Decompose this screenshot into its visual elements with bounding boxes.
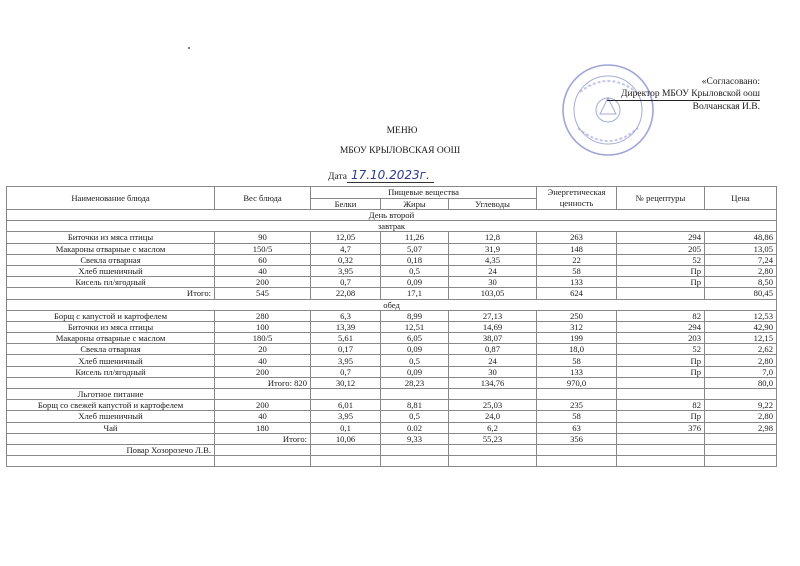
dish-name: Макароны отварные с маслом [7,243,215,254]
dish-energy: 133 [537,366,617,377]
total-label: Итого: 820 [215,377,311,388]
dish-protein: 12,05 [311,232,381,243]
dish-carbs: 12,8 [449,232,537,243]
dish-weight: 100 [215,321,311,332]
dish-weight: 180 [215,422,311,433]
total-weight: 545 [215,288,311,299]
dish-fat: 0,5 [381,355,449,366]
dish-recipe: 82 [617,310,705,321]
dish-fat: 11,26 [381,232,449,243]
dish-protein: 3,95 [311,355,381,366]
col-protein-header: Белки [311,198,381,210]
lunch-total-row [7,377,777,388]
dish-weight: 200 [215,400,311,411]
dish-weight: 200 [215,277,311,288]
benefit-section [7,389,777,400]
dish-carbs: 31,9 [449,243,537,254]
dish-recipe: Пр [617,265,705,276]
total-energy: 970,0 [537,377,617,388]
empty-cell [215,456,311,467]
lunch-section [7,299,777,310]
day-row-label: День второй [7,210,777,221]
dish-energy: 58 [537,411,617,422]
col-price-header: Цена [705,187,777,210]
menu-table-body [7,210,777,467]
dish-carbs: 30 [449,277,537,288]
dish-protein: 13,39 [311,321,381,332]
empty-cell [7,377,215,388]
dish-recipe: 203 [617,333,705,344]
dish-protein: 3,95 [311,411,381,422]
approval-name: Волчанская И.В. [692,102,760,112]
dish-recipe: 82 [617,400,705,411]
total-protein: 30,12 [311,377,381,388]
dish-fat: 0,5 [381,265,449,276]
table-row [7,355,777,366]
dish-weight: 150/5 [215,243,311,254]
dish-fat: 0,18 [381,254,449,265]
dish-protein: 0,7 [311,366,381,377]
dish-weight: 200 [215,366,311,377]
dish-energy: 199 [537,333,617,344]
table-row [7,333,777,344]
total-carbs: 134,76 [449,377,537,388]
dish-price: 9,22 [705,400,777,411]
dish-energy: 133 [537,277,617,288]
dish-price: 7,24 [705,254,777,265]
dish-recipe: 294 [617,232,705,243]
col-fat-header: Жиры [381,198,449,210]
empty-cell [705,433,777,444]
approval-title: «Согласовано: [701,77,760,87]
dish-name: Свекла отварная [7,254,215,265]
dish-energy: 250 [537,310,617,321]
empty-cell [381,389,449,400]
dish-weight: 40 [215,265,311,276]
dish-price: 12,15 [705,333,777,344]
dish-recipe: Пр [617,277,705,288]
dish-name: Кисель пл/ягодный [7,366,215,377]
dish-weight: 280 [215,310,311,321]
table-row [7,265,777,276]
total-label: Итого: [215,433,311,444]
dish-name: Биточки из мяса птицы [7,321,215,332]
dish-name: Чай [7,422,215,433]
total-protein: 22,08 [311,288,381,299]
dish-fat: 12,51 [381,321,449,332]
empty-cell [617,456,705,467]
dish-recipe: 52 [617,344,705,355]
table-row [7,277,777,288]
dish-protein: 6,01 [311,400,381,411]
dish-carbs: 25,03 [449,400,537,411]
dish-carbs: 30 [449,366,537,377]
dish-price: 7,0 [705,366,777,377]
benefit-total-row [7,433,777,444]
col-carbs-header: Углеводы [449,198,537,210]
empty-cell [705,389,777,400]
dish-weight: 90 [215,232,311,243]
empty-cell [215,444,311,455]
total-energy: 624 [537,288,617,299]
dish-name: Хлеб пшеничный [7,265,215,276]
table-row [7,366,777,377]
dish-recipe: 52 [617,254,705,265]
dish-price: 42,90 [705,321,777,332]
table-row [7,321,777,332]
menu-title: МЕНЮ [386,126,418,136]
dish-energy: 63 [537,422,617,433]
empty-cell [537,389,617,400]
menu-table [6,186,777,467]
breakfast-section-label: завтрак [7,221,777,232]
dish-recipe: Пр [617,355,705,366]
dish-price: 8,50 [705,277,777,288]
col-nutrients-header: Пищевые вещества [311,187,537,199]
empty-cell [617,377,705,388]
empty-cell [7,433,215,444]
col-weight-header: Вес блюда [215,187,311,210]
empty-cell [215,389,311,400]
empty-cell [449,456,537,467]
total-fat: 17,1 [381,288,449,299]
dish-weight: 40 [215,355,311,366]
col-recipe-header: № рецептуры [617,187,705,210]
table-header-row [7,187,777,199]
cook-signature: Повар Хозорозечо Л.В. [7,444,215,455]
dish-recipe: 205 [617,243,705,254]
dish-recipe: Пр [617,366,705,377]
dish-price: 2,62 [705,344,777,355]
breakfast-section [7,221,777,232]
table-row [7,344,777,355]
dish-energy: 312 [537,321,617,332]
empty-cell [311,389,381,400]
approval-director: Директор МБОУ Крыловской оош [607,88,760,101]
table-row [7,243,777,254]
dish-name: Хлеб пшеничный [7,411,215,422]
date-value: 17.10.2023г. [347,168,434,183]
dish-fat: 0.02 [381,422,449,433]
dish-weight: 60 [215,254,311,265]
dish-protein: 6,3 [311,310,381,321]
dish-weight: 20 [215,344,311,355]
table-row [7,310,777,321]
dish-name: Биточки из мяса птицы [7,232,215,243]
date-line [300,168,508,182]
dish-name: Свекла отварная [7,344,215,355]
dish-protein: 0,32 [311,254,381,265]
blank-row [7,456,777,467]
dish-name: Хлеб пшеничный [7,355,215,366]
empty-cell [705,456,777,467]
dish-fat: 8,99 [381,310,449,321]
empty-cell [537,444,617,455]
scan-speck [188,47,190,49]
empty-cell [617,433,705,444]
total-energy: 356 [537,433,617,444]
dish-price: 48,86 [705,232,777,243]
dish-protein: 3,95 [311,265,381,276]
lunch-section-label: обед [7,299,777,310]
total-carbs: 55,23 [449,433,537,444]
dish-protein: 5,61 [311,333,381,344]
benefit-section-label: Льготное питание [7,389,215,400]
total-price: 80,0 [705,377,777,388]
day-row [7,210,777,221]
empty-cell [617,389,705,400]
total-fat: 28,23 [381,377,449,388]
empty-cell [537,456,617,467]
empty-cell [617,444,705,455]
dish-energy: 58 [537,265,617,276]
total-protein: 10,06 [311,433,381,444]
total-carbs: 103,05 [449,288,537,299]
empty-cell [311,444,381,455]
dish-carbs: 0,87 [449,344,537,355]
dish-protein: 0,7 [311,277,381,288]
dish-fat: 8,81 [381,400,449,411]
empty-cell [449,389,537,400]
table-row [7,254,777,265]
dish-recipe: Пр [617,411,705,422]
dish-carbs: 14,69 [449,321,537,332]
col-energy-header: Энергетическая ценность [537,187,617,210]
empty-cell [381,444,449,455]
dish-name: Борщ с капустой и картофелем [7,310,215,321]
dish-fat: 0,09 [381,277,449,288]
empty-cell [705,444,777,455]
dish-name: Макароны отварные с маслом [7,333,215,344]
dish-carbs: 38,07 [449,333,537,344]
school-name: МБОУ КРЫЛОВСКАЯ ООШ [339,146,461,156]
approval-block [607,76,760,113]
dish-energy: 235 [537,400,617,411]
dish-protein: 4,7 [311,243,381,254]
dish-recipe: 376 [617,422,705,433]
dish-price: 13,05 [705,243,777,254]
dish-price: 12,53 [705,310,777,321]
dish-protein: 0,17 [311,344,381,355]
dish-carbs: 24,0 [449,411,537,422]
total-price: 80,45 [705,288,777,299]
dish-name: Кисель пл/ягодный [7,277,215,288]
dish-fat: 5,07 [381,243,449,254]
dish-energy: 58 [537,355,617,366]
empty-cell [449,444,537,455]
dish-carbs: 4,35 [449,254,537,265]
dish-energy: 148 [537,243,617,254]
dish-fat: 0,5 [381,411,449,422]
total-label: Итого: [7,288,215,299]
empty-cell [7,456,215,467]
dish-energy: 18,0 [537,344,617,355]
col-name-header: Наименование блюда [7,187,215,210]
empty-cell [311,456,381,467]
approval-position [607,88,760,101]
dish-carbs: 6,2 [449,422,537,433]
dish-weight: 180/5 [215,333,311,344]
cook-row [7,444,777,455]
table-row [7,400,777,411]
dish-carbs: 24 [449,355,537,366]
dish-price: 2,80 [705,265,777,276]
dish-price: 2,98 [705,422,777,433]
dish-energy: 22 [537,254,617,265]
dish-price: 2,80 [705,355,777,366]
date-label: Дата [328,172,347,182]
dish-fat: 0,09 [381,344,449,355]
dish-weight: 40 [215,411,311,422]
dish-carbs: 27,13 [449,310,537,321]
total-fat: 9,33 [381,433,449,444]
dish-protein: 0,1 [311,422,381,433]
empty-cell [617,288,705,299]
dish-price: 2,80 [705,411,777,422]
dish-name: Борщ со свежей капустой и картофелем [7,400,215,411]
empty-cell [381,456,449,467]
dish-fat: 6,05 [381,333,449,344]
dish-recipe: 294 [617,321,705,332]
table-row [7,232,777,243]
dish-energy: 263 [537,232,617,243]
table-row [7,422,777,433]
dish-carbs: 24 [449,265,537,276]
breakfast-total-row [7,288,777,299]
table-row [7,411,777,422]
dish-fat: 0,09 [381,366,449,377]
